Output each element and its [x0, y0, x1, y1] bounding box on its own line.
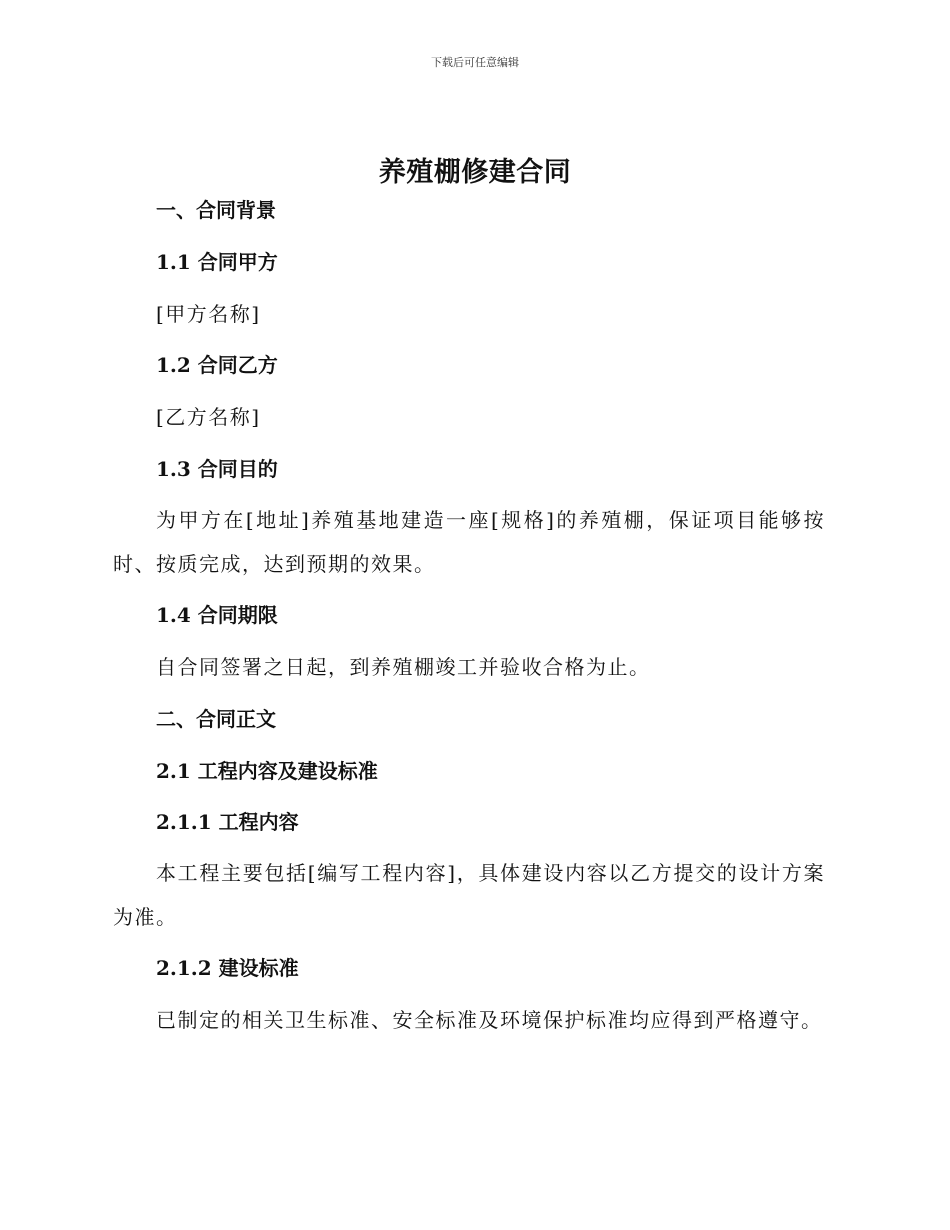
purpose-paragraph: 为甲方在[地址]养殖基地建造一座[规格]的养殖棚，保证项目能够按时、按质完成，达到预期的效果。 [113, 508, 825, 576]
section-heading-party-b: 1.2 合同乙方 [156, 353, 278, 377]
section-heading-main-text: 二、合同正文 [156, 707, 276, 731]
section-heading-term: 1.4 合同期限 [156, 603, 278, 627]
party-b-name: [乙方名称] [156, 405, 261, 429]
section-heading-scope-standards: 2.1 工程内容及建设标准 [156, 759, 378, 783]
page-title: 养殖棚修建合同 [378, 157, 572, 188]
standards-paragraph: 已制定的相关卫生标准、安全标准及环境保护标准均应得到严格遵守。 [156, 1008, 823, 1032]
term-paragraph: 自合同签署之日起，到养殖棚竣工并验收合格为止。 [156, 655, 651, 679]
section-heading-scope: 2.1.1 工程内容 [156, 810, 299, 834]
page-header-note: 下载后可任意编辑 [431, 56, 519, 69]
scope-paragraph: 本工程主要包括[编写工程内容]，具体建设内容以乙方提交的设计方案为准。 [113, 861, 825, 929]
section-heading-background: 一、合同背景 [156, 198, 276, 222]
section-heading-standards: 2.1.2 建设标准 [156, 956, 299, 980]
section-heading-party-a: 1.1 合同甲方 [156, 250, 278, 274]
party-a-name: [甲方名称] [156, 302, 261, 326]
section-heading-purpose: 1.3 合同目的 [156, 457, 278, 481]
